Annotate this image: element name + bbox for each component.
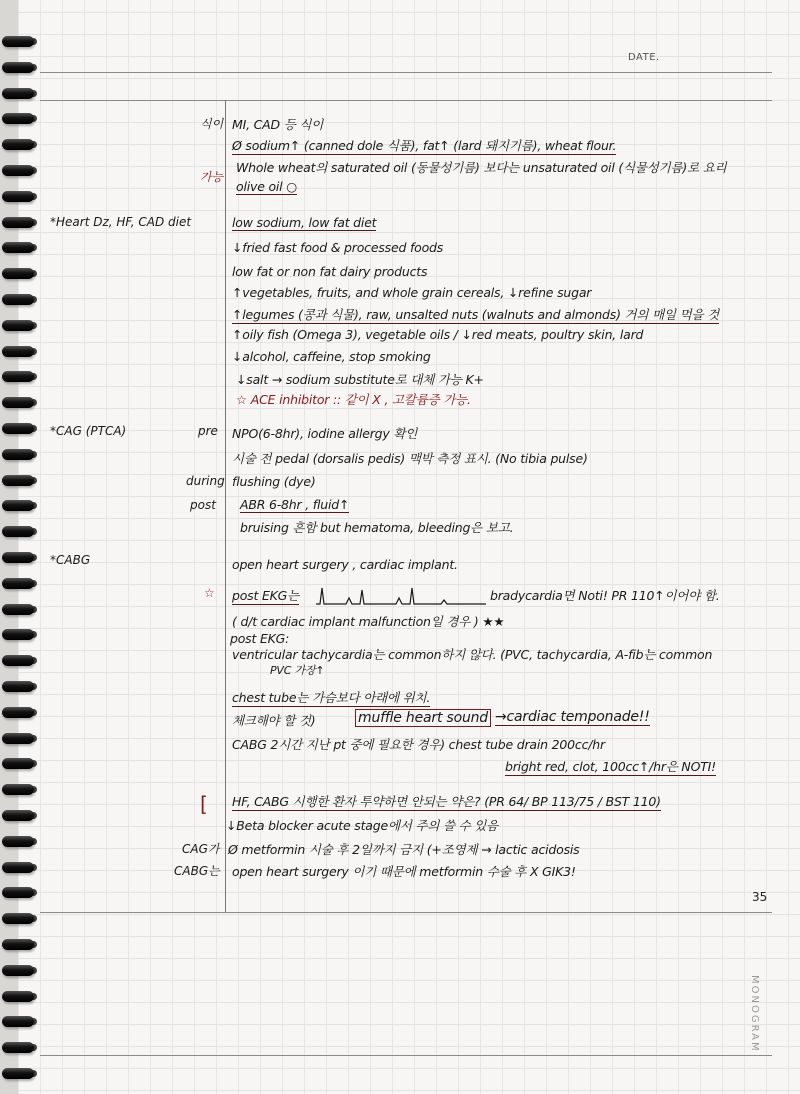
- note-line: PVC 가장↑: [270, 664, 325, 677]
- note-line: olive oil ○: [236, 179, 297, 194]
- spiral-ring: [2, 578, 34, 589]
- date-label: DATE.: [628, 52, 660, 63]
- note-line: ( d/t cardiac implant malfunction일 경우 ) ★★: [232, 614, 505, 629]
- spiral-ring: [2, 242, 34, 253]
- note-line: ☆ ACE inhibitor :: 같이 X , 고칼륨증 가능.: [236, 392, 471, 407]
- note-line: ↓Beta blocker acute stage에서 주의 쓸 수 있음: [226, 818, 499, 833]
- note-line: bruising 흔함 but hematoma, bleeding은 보고.: [240, 520, 514, 535]
- note-line: 체크해야 할 것): [232, 713, 316, 728]
- spiral-ring: [2, 139, 34, 150]
- spiral-ring: [2, 1016, 34, 1027]
- label-post: post: [190, 498, 216, 512]
- ekg-strip-sketch: [316, 580, 486, 610]
- spiral-ring: [2, 655, 34, 666]
- section-heading: *CAG (PTCA): [50, 424, 127, 438]
- spiral-ring: [2, 604, 34, 615]
- spiral-ring: [2, 862, 34, 873]
- header-rule: [40, 72, 772, 73]
- note-line: flushing (dye): [232, 474, 316, 489]
- spiral-ring: [2, 449, 34, 460]
- bottom-rule: [40, 912, 772, 913]
- spiral-ring: [2, 1068, 34, 1079]
- page-bottom-rule: [40, 1055, 772, 1056]
- note-line: ventricular tachycardia는 common하지 않다. (PVC, tachycardia, A-fib는 common: [232, 647, 713, 662]
- note-line: ↓salt → sodium substitute로 대체 가능 K+: [236, 372, 484, 387]
- spiral-ring: [2, 784, 34, 795]
- note-line: ↑oily fish (Omega 3), vegetable oils / ↓red meats, poultry skin, lard: [232, 327, 644, 342]
- spiral-ring: [2, 165, 34, 176]
- spiral-ring: [2, 62, 34, 73]
- spiral-ring: [2, 217, 34, 228]
- note-line: Ø sodium↑ (canned dole 식품), fat↑ (lard 돼지기름), wheat flour.: [232, 138, 617, 153]
- label-during: during: [186, 474, 225, 488]
- note-line: post EKG:: [230, 631, 290, 646]
- spiral-ring: [2, 733, 34, 744]
- spiral-ring: [2, 320, 34, 331]
- note-line: chest tube는 가슴보다 아래에 위치.: [232, 690, 431, 705]
- spiral-ring: [2, 88, 34, 99]
- spiral-ring: [2, 629, 34, 640]
- spiral-ring: [2, 681, 34, 692]
- note-line: NPO(6-8hr), iodine allergy 확인: [232, 426, 418, 441]
- note-line: ↓alcohol, caffeine, stop smoking: [232, 349, 431, 364]
- spiral-ring: [2, 500, 34, 511]
- label-pre: pre: [198, 424, 218, 438]
- note-line: ↓fried fast food & processed foods: [232, 240, 444, 255]
- note-line: ABR 6-8hr , fluid↑: [240, 497, 350, 512]
- spiral-ring: [2, 397, 34, 408]
- note-line: bright red, clot, 100cc↑/hr은 NOTI!: [505, 759, 716, 774]
- spiral-ring: [2, 191, 34, 202]
- section-heading: *Heart Dz, HF, CAD diet: [50, 215, 192, 229]
- spiral-ring: [2, 965, 34, 976]
- label-possible: 가능: [200, 170, 224, 184]
- note-line: post EKG는: [232, 588, 300, 603]
- spiral-ring: [2, 371, 34, 382]
- star-icon: ☆: [204, 586, 215, 600]
- spiral-ring: [2, 1042, 34, 1053]
- label-cag: CAG가: [182, 842, 220, 856]
- label-cabg: CABG는: [174, 864, 220, 878]
- note-line: bradycardia면 Noti! PR 110↑이어야 함.: [490, 588, 720, 603]
- spiral-ring: [2, 707, 34, 718]
- note-line: low sodium, low fat diet: [232, 215, 377, 230]
- note-boxed: muffle heart sound: [355, 709, 491, 727]
- note-line: Ø metformin 시술 후 2일까지 금지 (+조영제 → lactic acidosis: [228, 842, 580, 857]
- spiral-ring: [2, 475, 34, 486]
- spiral-ring: [2, 113, 34, 124]
- note-line: Whole wheat의 saturated oil (동물성기름) 보다는 unsaturated oil (식물성기름)로 요리: [236, 160, 727, 175]
- label-diet: 식이: [200, 117, 224, 131]
- spiral-ring: [2, 526, 34, 537]
- note-line: open heart surgery 이기 때문에 metformin 수술 후 X GIK3!: [232, 864, 576, 879]
- top-rule: [40, 100, 772, 101]
- spiral-ring: [2, 758, 34, 769]
- note-line: MI, CAD 등 식이: [232, 117, 324, 132]
- spiral-binding: [0, 0, 44, 1094]
- spiral-ring: [2, 991, 34, 1002]
- spiral-ring: [2, 836, 34, 847]
- margin-rule: [225, 100, 226, 912]
- note-line: open heart surgery , cardiac implant.: [232, 557, 458, 572]
- note-line: ↑legumes (콩과 식물), raw, unsalted nuts (walnuts and almonds) 거의 매일 먹을 것: [232, 307, 719, 322]
- section-heading: *CABG: [50, 553, 91, 567]
- spiral-ring: [2, 913, 34, 924]
- spiral-ring: [2, 294, 34, 305]
- note-line: HF, CABG 시행한 환자 투약하면 안되는 약은? (PR 64/ BP 113/75 / BST 110): [232, 794, 661, 809]
- spiral-ring: [2, 939, 34, 950]
- spiral-ring: [2, 887, 34, 898]
- page-number: 35: [752, 890, 768, 904]
- spiral-ring: [2, 36, 34, 47]
- note-line: 시술 전 pedal (dorsalis pedis) 맥박 측정 표시. (No tibia pulse): [232, 451, 588, 466]
- brand-logo: MONOGRAM: [749, 975, 760, 1053]
- spiral-ring: [2, 423, 34, 434]
- spiral-ring: [2, 552, 34, 563]
- spiral-ring: [2, 346, 34, 357]
- note-line: ↑vegetables, fruits, and whole grain cereals, ↓refine sugar: [232, 285, 592, 300]
- spiral-ring: [2, 810, 34, 821]
- note-line: →cardiac temponade!!: [495, 709, 650, 725]
- note-line: CABG 2시간 지난 pt 중에 필요한 경우) chest tube drain 200cc/hr: [232, 737, 605, 752]
- spiral-ring: [2, 268, 34, 279]
- note-line: low fat or non fat dairy products: [232, 264, 428, 279]
- bracket-mark: [: [200, 792, 208, 816]
